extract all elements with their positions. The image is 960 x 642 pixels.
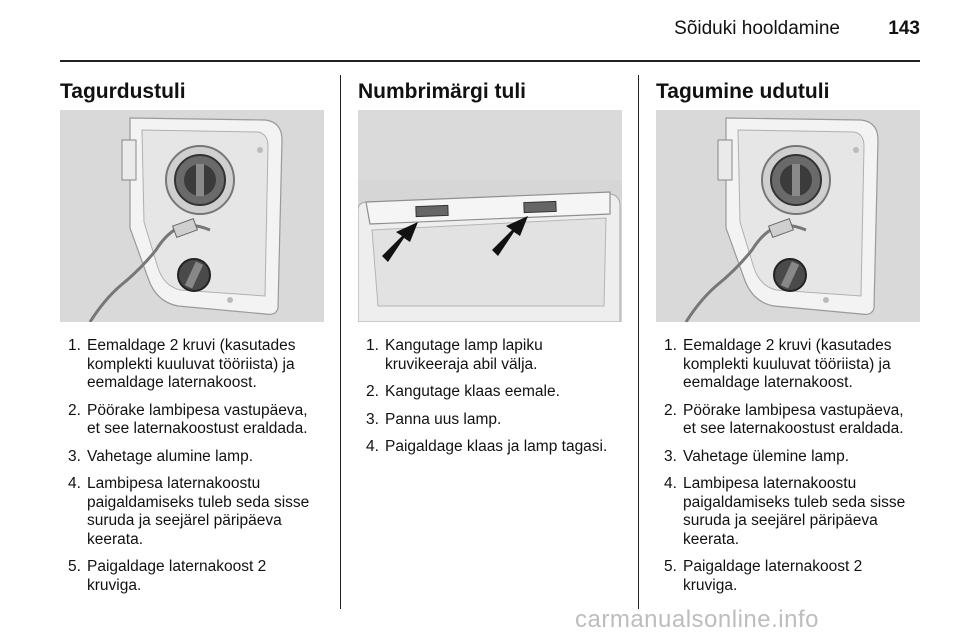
step-number: 3. bbox=[366, 410, 379, 428]
list-item bbox=[60, 558, 324, 595]
step-number: 2. bbox=[68, 401, 81, 419]
step-number: 2. bbox=[664, 401, 677, 419]
step-number: 1. bbox=[664, 337, 677, 354]
step-text: Vahetage ülemine lamp. bbox=[683, 447, 850, 465]
list-item bbox=[60, 448, 324, 467]
step-number: 3. bbox=[68, 447, 81, 465]
list-item bbox=[656, 558, 920, 595]
list-item bbox=[656, 402, 920, 439]
step-list bbox=[656, 337, 920, 604]
watermark: carmanualsonline.info bbox=[575, 606, 819, 633]
step-text: Kangutage klaas eemale. bbox=[385, 383, 560, 400]
list-item bbox=[656, 475, 920, 549]
step-text: Vahetage alumine lamp. bbox=[87, 447, 254, 465]
step-text: Paigaldage laternakoost 2 kruviga. bbox=[683, 558, 863, 594]
step-text: Eemaldage 2 kruvi (kasutades komplekti kuuluvat tööriista) ja eemaldage laternakoost. bbox=[683, 337, 892, 391]
section-title: Tagurdustuli bbox=[60, 80, 186, 103]
column-divider bbox=[340, 75, 341, 609]
lamp-assembly-illustration bbox=[656, 110, 920, 322]
list-item bbox=[358, 411, 622, 430]
list-item bbox=[358, 438, 622, 457]
running-header: Sõiduki hooldamine bbox=[674, 18, 840, 39]
step-text: Kangutage lamp lapiku kruvikeeraja abil välja. bbox=[385, 337, 543, 373]
list-item bbox=[656, 448, 920, 467]
step-text: Lambipesa laternakoostu paigaldamiseks tuleb seda sisse suruda ja seejärel päripäeva keerata. bbox=[87, 475, 310, 548]
list-item bbox=[60, 402, 324, 439]
step-text: Paigaldage klaas ja lamp tagasi. bbox=[385, 438, 608, 455]
step-text: Eemaldage 2 kruvi (kasutades komplekti kuuluvat tööriista) ja eemaldage laternakoost. bbox=[87, 337, 296, 391]
step-number: 3. bbox=[664, 447, 677, 465]
list-item bbox=[358, 383, 622, 402]
step-number: 4. bbox=[366, 438, 379, 455]
step-number: 2. bbox=[366, 383, 379, 400]
license-plate-light-illustration bbox=[358, 110, 622, 322]
step-number: 1. bbox=[68, 337, 81, 354]
section-rear-fog-light bbox=[656, 62, 920, 594]
step-text: Lambipesa laternakoostu paigaldamiseks tuleb seda sisse suruda ja seejärel päripäeva keerata. bbox=[683, 475, 906, 548]
step-text: Pöörake lambipesa vastupäeva, et see laternakoostust eraldada. bbox=[87, 401, 308, 437]
lamp-assembly-illustration bbox=[60, 110, 324, 322]
list-item bbox=[358, 337, 622, 374]
step-number: 4. bbox=[664, 475, 677, 492]
page-number: 143 bbox=[888, 18, 920, 39]
step-number: 5. bbox=[68, 558, 81, 575]
step-text: Panna uus lamp. bbox=[385, 410, 502, 428]
step-number: 4. bbox=[68, 475, 81, 492]
section-title: Tagumine udutuli bbox=[656, 80, 830, 103]
list-item bbox=[60, 337, 324, 393]
step-number: 1. bbox=[366, 337, 379, 354]
list-item bbox=[60, 475, 324, 549]
step-list bbox=[60, 337, 324, 604]
step-number: 5. bbox=[664, 558, 677, 575]
step-list bbox=[358, 337, 622, 466]
list-item bbox=[656, 337, 920, 393]
section-reversing-light bbox=[60, 62, 324, 594]
section-title: Numbrimärgi tuli bbox=[358, 80, 527, 103]
section-license-plate-light bbox=[358, 62, 622, 455]
step-text: Paigaldage laternakoost 2 kruviga. bbox=[87, 558, 267, 594]
column-divider bbox=[638, 75, 639, 609]
step-text: Pöörake lambipesa vastupäeva, et see laternakoostust eraldada. bbox=[683, 401, 904, 437]
